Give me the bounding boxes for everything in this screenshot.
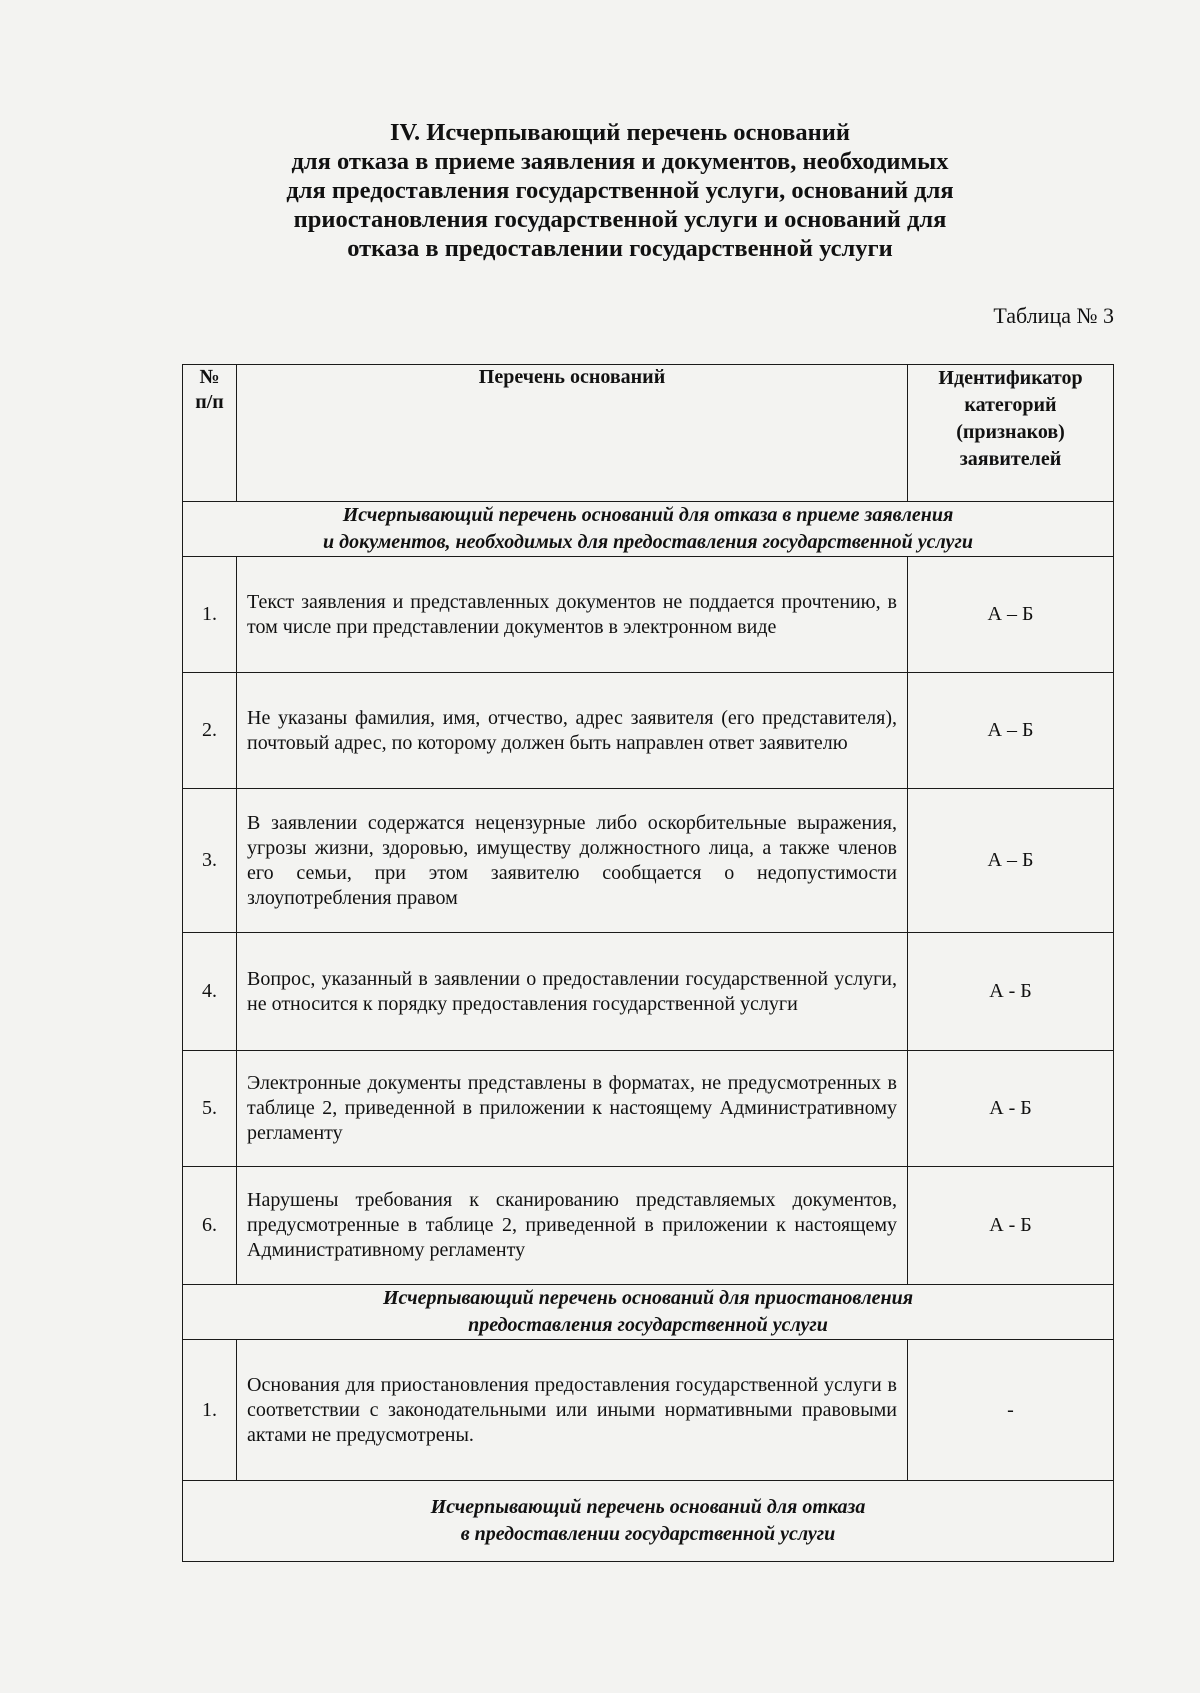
table-header-row [183, 365, 1114, 502]
section-title-line: в предоставлении государственной услуги [460, 1523, 836, 1545]
table-row [183, 1340, 1114, 1481]
row-text: Вопрос, указанный в заявлении о предоставлении государственной услуги, не относится к порядку предоставления государственной услуги [237, 933, 908, 1051]
table-row [183, 933, 1114, 1051]
header-category-id [908, 365, 1114, 502]
row-text: Нарушены требования к сканированию представляемых документов, предусмотренные в таблице 2, приведенной в приложении к настоящему Административному регламенту [237, 1167, 908, 1285]
section-title-line: и документов, необходимых для предоставления государственной услуги [323, 531, 973, 553]
row-number: 2. [183, 673, 237, 789]
row-number: 6. [183, 1167, 237, 1285]
row-category-id: А - Б [908, 933, 1114, 1051]
header-number-label: № п/п [195, 366, 224, 413]
heading-line: приостановления государственной услуги и оснований для [293, 206, 947, 233]
row-category-id: А - Б [908, 1167, 1114, 1285]
table-row [183, 673, 1114, 789]
row-text: Основания для приостановления предоставления государственной услуги в соответствии с законодательными или иными нормативными правовыми актами не предусмотрены. [237, 1340, 908, 1481]
row-category-id: - [908, 1340, 1114, 1481]
section-title-line: предоставления государственной услуги [468, 1314, 828, 1336]
row-category-id: А – Б [908, 673, 1114, 789]
heading-line: для предоставления государственной услуги, оснований для [286, 177, 954, 204]
header-grounds: Перечень оснований [237, 365, 908, 502]
header-number [183, 365, 237, 502]
table-row [183, 1051, 1114, 1167]
section-title [183, 1481, 1114, 1562]
grounds-table [182, 364, 1114, 1562]
row-text: Текст заявления и представленных документов не поддается прочтению, в том числе при представлении документов в электронном виде [237, 557, 908, 673]
row-number: 4. [183, 933, 237, 1051]
section-title-line: Исчерпывающий перечень оснований для отказа в приеме заявления [342, 504, 954, 526]
row-number: 1. [183, 1340, 237, 1481]
section-title [183, 502, 1114, 557]
table-row [183, 557, 1114, 673]
row-number: 3. [183, 789, 237, 933]
table-row [183, 789, 1114, 933]
row-text: В заявлении содержатся нецензурные либо оскорбительные выражения, угрозы жизни, здоровью, имуществу должностного лица, а также членов его семьи, при этом заявителю сообщается о недопустимости злоупотребления правом [237, 789, 908, 933]
heading-line: для отказа в приеме заявления и документов, необходимых [291, 148, 949, 175]
section-title-line: Исчерпывающий перечень оснований для приостановления [382, 1287, 914, 1309]
table-row [183, 1167, 1114, 1285]
row-text: Не указаны фамилия, имя, отчество, адрес заявителя (его представителя), почтовый адрес, по которому должен быть направлен ответ заявителю [237, 673, 908, 789]
heading-line: отказа в предоставлении государственной услуги [347, 235, 893, 262]
row-text: Электронные документы представлены в форматах, не предусмотренных в таблице 2, приведенной в приложении к настоящему Административному регламенту [237, 1051, 908, 1167]
table-caption: Таблица № 3 [993, 303, 1114, 328]
section-row [183, 1285, 1114, 1340]
header-category-id-label: Идентификатор категорий (признаков) заявителей [938, 367, 1083, 470]
heading-line: IV. Исчерпывающий перечень оснований [389, 119, 851, 146]
section-title-line: Исчерпывающий перечень оснований для отказа [430, 1496, 866, 1518]
row-category-id: А - Б [908, 1051, 1114, 1167]
row-number: 1. [183, 557, 237, 673]
section-row [183, 502, 1114, 557]
row-category-id: А – Б [908, 557, 1114, 673]
section-heading [200, 118, 1040, 263]
row-category-id: А – Б [908, 789, 1114, 933]
row-number: 5. [183, 1051, 237, 1167]
section-title [183, 1285, 1114, 1340]
section-row [183, 1481, 1114, 1562]
